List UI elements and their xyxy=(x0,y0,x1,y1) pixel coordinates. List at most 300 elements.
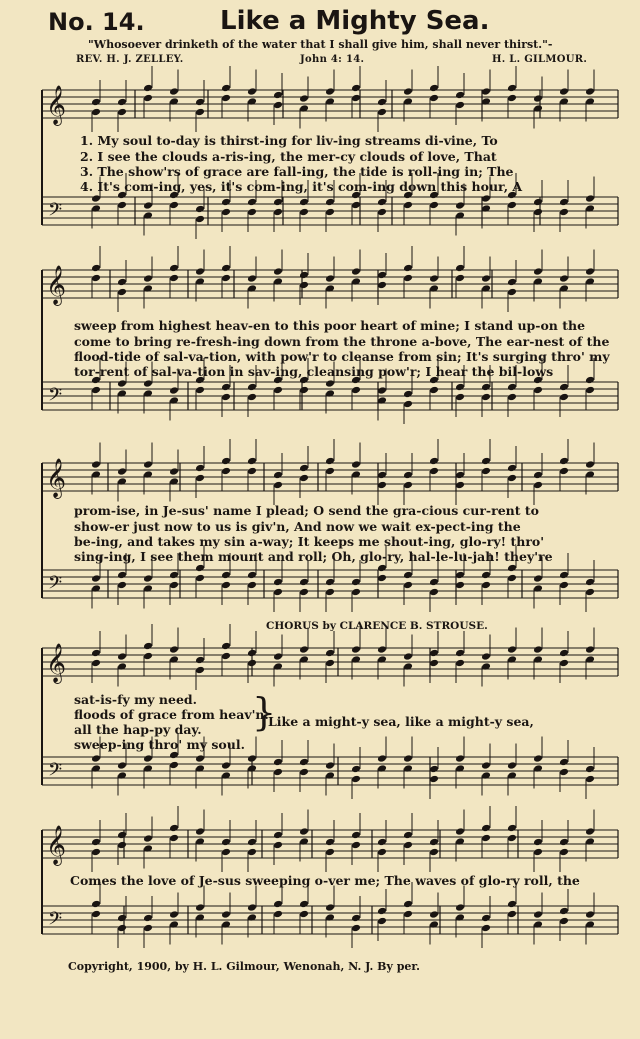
note-head xyxy=(273,758,283,767)
note-head xyxy=(325,274,335,283)
note-head xyxy=(169,571,179,580)
scripture-epigraph: "Whosoever drinketh of the water that I shall give him, shall never thirst."- xyxy=(88,38,553,51)
note-head xyxy=(299,578,309,587)
treble-clef: 𝄞 xyxy=(46,643,67,683)
lyric-line: come to bring re-fresh-ing down from the throne a-bove, The ear-nest of the xyxy=(74,334,610,349)
note-head xyxy=(221,571,231,580)
note-head xyxy=(481,581,491,590)
note-head xyxy=(507,761,517,770)
note-head xyxy=(91,264,101,273)
copyright-notice: Copyright, 1900, by H. L. Gilmour, Wenonah, N. J. By per. xyxy=(68,960,421,973)
note-head xyxy=(299,386,309,395)
note-head xyxy=(559,758,569,767)
note-head xyxy=(299,910,309,919)
lyric-line: sweep from highest heav-en to this poor heart of mine; I stand up-on the xyxy=(74,318,586,333)
note-head xyxy=(169,386,179,395)
note-head xyxy=(247,208,257,217)
note-head xyxy=(117,841,127,850)
note-head xyxy=(221,642,231,651)
note-head xyxy=(455,274,465,283)
note-head xyxy=(247,274,257,283)
note-head xyxy=(377,754,387,763)
note-head xyxy=(559,838,569,847)
note-head xyxy=(91,838,101,847)
note-head xyxy=(169,467,179,476)
note-head xyxy=(481,457,491,466)
note-head xyxy=(559,649,569,658)
note-head xyxy=(143,642,153,651)
note-head xyxy=(455,264,465,273)
note-head xyxy=(481,834,491,843)
chorus-lyric: Like a might-y sea, like a might-y sea, xyxy=(268,714,534,729)
note-head xyxy=(455,393,465,402)
note-head xyxy=(455,903,465,912)
note-head xyxy=(455,659,465,668)
note-head xyxy=(429,457,439,466)
note-head xyxy=(117,652,127,661)
note-head xyxy=(481,914,491,923)
note-head xyxy=(559,208,569,217)
note-head xyxy=(325,649,335,658)
note-head xyxy=(195,474,205,483)
note-head xyxy=(533,471,543,480)
note-head xyxy=(91,649,101,658)
note-head xyxy=(481,652,491,661)
note-head xyxy=(351,645,361,654)
note-head xyxy=(143,94,153,103)
note-head xyxy=(559,393,569,402)
note-head xyxy=(169,581,179,590)
lyricist-credit: REV. H. J. ZELLEY. xyxy=(76,54,184,65)
note-head xyxy=(351,578,361,587)
note-head xyxy=(117,581,127,590)
note-head xyxy=(299,474,309,483)
note-head xyxy=(377,645,387,654)
note-head xyxy=(91,910,101,919)
note-head xyxy=(299,645,309,654)
note-head xyxy=(169,264,179,273)
note-head xyxy=(195,98,205,107)
lyric-line: sat-is-fy my need. xyxy=(74,692,197,707)
bass-clef: 𝄢 xyxy=(48,385,63,410)
note-head xyxy=(221,838,231,847)
note-head xyxy=(117,278,127,287)
note-head xyxy=(221,274,231,283)
note-head xyxy=(507,464,517,473)
note-head xyxy=(481,761,491,770)
note-head xyxy=(117,201,127,210)
note-head xyxy=(247,571,257,580)
note-head xyxy=(247,659,257,668)
note-head xyxy=(273,841,283,850)
note-head xyxy=(143,754,153,763)
note-head xyxy=(559,581,569,590)
note-head xyxy=(429,201,439,210)
note-head xyxy=(169,834,179,843)
note-head xyxy=(117,914,127,923)
note-head xyxy=(507,393,517,402)
note-head xyxy=(481,383,491,392)
note-head xyxy=(91,848,101,857)
note-head xyxy=(403,754,413,763)
note-head xyxy=(143,652,153,661)
lyric-line: 1. My soul to-day is thirst-ing for liv-ing streams di-vine, To xyxy=(80,133,498,148)
note-head xyxy=(91,108,101,117)
scripture-reference: John 4: 14. xyxy=(300,54,365,65)
note-head xyxy=(195,754,205,763)
note-head xyxy=(221,652,231,661)
note-head xyxy=(143,379,153,388)
note-head xyxy=(403,910,413,919)
note-head xyxy=(195,666,205,675)
lyric-line: all the hap-py day. xyxy=(74,722,202,737)
note-head xyxy=(221,94,231,103)
note-head xyxy=(169,274,179,283)
note-head xyxy=(507,288,517,297)
note-head xyxy=(273,578,283,587)
note-head xyxy=(481,393,491,402)
note-head xyxy=(585,775,595,784)
note-head xyxy=(585,87,595,96)
note-head xyxy=(429,274,439,283)
note-head xyxy=(507,474,517,483)
note-head xyxy=(481,924,491,933)
note-head xyxy=(403,274,413,283)
note-head xyxy=(585,588,595,597)
note-head xyxy=(351,588,361,597)
note-head xyxy=(585,460,595,469)
note-head xyxy=(91,274,101,283)
note-head xyxy=(221,84,231,93)
note-head xyxy=(299,588,309,597)
note-head xyxy=(247,457,257,466)
note-head xyxy=(247,393,257,402)
note-head xyxy=(325,198,335,207)
note-head xyxy=(299,827,309,836)
note-head xyxy=(507,278,517,287)
bass-clef: 𝄢 xyxy=(48,573,63,598)
note-head xyxy=(273,101,283,110)
note-head xyxy=(273,267,283,276)
bass-clef: 𝄢 xyxy=(48,909,63,934)
note-head xyxy=(299,208,309,217)
note-head xyxy=(403,841,413,850)
note-head xyxy=(533,208,543,217)
note-head xyxy=(481,824,491,833)
note-head xyxy=(325,467,335,476)
note-head xyxy=(559,848,569,857)
note-head xyxy=(585,376,595,385)
note-head xyxy=(533,574,543,583)
note-head xyxy=(325,903,335,912)
lyric-line: Comes the love of Je-sus sweeping o-ver me; The waves of glo-ry roll, the xyxy=(70,873,580,888)
note-head xyxy=(169,761,179,770)
note-head xyxy=(169,910,179,919)
note-head xyxy=(117,761,127,770)
chorus-credit: CHORUS by CLARENCE B. STROUSE. xyxy=(266,620,488,632)
note-head xyxy=(325,588,335,597)
note-head xyxy=(455,827,465,836)
note-head xyxy=(247,467,257,476)
note-head xyxy=(221,393,231,402)
lyric-line: sweep-ing thro' my soul. xyxy=(74,737,245,752)
note-head xyxy=(507,84,517,93)
note-head xyxy=(299,271,309,280)
note-head xyxy=(273,910,283,919)
note-head xyxy=(533,94,543,103)
note-head xyxy=(117,467,127,476)
note-head xyxy=(273,481,283,490)
note-head xyxy=(195,215,205,224)
note-head xyxy=(403,652,413,661)
note-head xyxy=(533,645,543,654)
note-head xyxy=(507,910,517,919)
note-head xyxy=(221,383,231,392)
treble-clef: 𝄞 xyxy=(46,825,67,865)
note-head xyxy=(325,578,335,587)
note-head xyxy=(377,917,387,926)
note-head xyxy=(273,768,283,777)
lyric-line: be-ing, and takes my sin a-way; It keeps me shout-ing, glo-ry! thro' xyxy=(74,534,545,549)
note-head xyxy=(377,108,387,117)
note-head xyxy=(221,198,231,207)
note-head xyxy=(299,281,309,290)
note-head xyxy=(91,574,101,583)
note-head xyxy=(247,754,257,763)
note-head xyxy=(559,659,569,668)
note-head xyxy=(559,467,569,476)
note-head xyxy=(221,457,231,466)
note-head xyxy=(117,98,127,107)
note-head xyxy=(559,907,569,916)
note-head xyxy=(143,274,153,283)
note-head xyxy=(247,87,257,96)
note-head xyxy=(299,94,309,103)
note-head xyxy=(559,571,569,580)
note-head xyxy=(91,98,101,107)
note-head xyxy=(195,267,205,276)
note-head xyxy=(247,903,257,912)
note-head xyxy=(429,910,439,919)
note-head xyxy=(507,834,517,843)
note-head xyxy=(585,386,595,395)
note-head xyxy=(455,754,465,763)
note-head xyxy=(481,467,491,476)
note-head xyxy=(585,910,595,919)
lyric-line: floods of grace from heav'n. xyxy=(74,707,269,722)
note-head xyxy=(429,467,439,476)
note-head xyxy=(533,838,543,847)
note-head xyxy=(195,205,205,214)
note-head xyxy=(585,827,595,836)
note-head xyxy=(195,903,205,912)
note-head xyxy=(325,848,335,857)
lyric-line: 4. It's com-ing, yes, it's com-ing, it's com-ing down this hour, A xyxy=(80,179,523,194)
hymn-title: Like a Mighty Sea. xyxy=(220,6,490,36)
note-head xyxy=(221,761,231,770)
note-head xyxy=(169,751,179,760)
note-head xyxy=(273,588,283,597)
note-head xyxy=(559,383,569,392)
note-head xyxy=(325,659,335,668)
note-head xyxy=(117,571,127,580)
note-head xyxy=(351,386,361,395)
note-head xyxy=(273,91,283,100)
note-head xyxy=(455,201,465,210)
note-head xyxy=(273,652,283,661)
note-head xyxy=(117,108,127,117)
note-head xyxy=(403,264,413,273)
note-head xyxy=(221,848,231,857)
note-head xyxy=(507,94,517,103)
note-head xyxy=(117,831,127,840)
note-head xyxy=(533,481,543,490)
note-head xyxy=(91,659,101,668)
note-head xyxy=(351,267,361,276)
note-head xyxy=(351,765,361,774)
note-head xyxy=(221,264,231,273)
hymn-number: No. 14. xyxy=(48,8,145,36)
note-head xyxy=(325,379,335,388)
note-head xyxy=(299,758,309,767)
note-head xyxy=(143,460,153,469)
note-head xyxy=(585,645,595,654)
note-head xyxy=(91,194,101,203)
note-head xyxy=(429,386,439,395)
note-head xyxy=(455,383,465,392)
note-head xyxy=(195,464,205,473)
note-head xyxy=(533,848,543,857)
note-head xyxy=(351,460,361,469)
note-head xyxy=(429,578,439,587)
note-head xyxy=(481,274,491,283)
note-head xyxy=(273,900,283,909)
note-head xyxy=(221,581,231,590)
note-head xyxy=(325,838,335,847)
treble-clef: 𝄞 xyxy=(46,85,67,125)
note-head xyxy=(351,924,361,933)
note-head xyxy=(299,198,309,207)
lyric-line: prom-ise, in Je-sus' name I plead; O send the gra-cious cur-rent to xyxy=(74,503,539,518)
lyric-line: flood-tide of sal-va-tion, with pow'r to cleanse from sin; It's surging thro' my xyxy=(74,349,610,364)
note-head xyxy=(221,467,231,476)
note-head xyxy=(507,574,517,583)
note-head xyxy=(403,390,413,399)
composer-credit: H. L. GILMOUR. xyxy=(492,54,588,65)
note-head xyxy=(377,198,387,207)
note-head xyxy=(273,386,283,395)
note-head xyxy=(169,824,179,833)
note-head xyxy=(247,581,257,590)
note-head xyxy=(377,838,387,847)
treble-clef: 𝄞 xyxy=(46,458,67,498)
note-head xyxy=(299,464,309,473)
note-head xyxy=(429,94,439,103)
note-head xyxy=(351,775,361,784)
note-head xyxy=(559,457,569,466)
note-head xyxy=(429,588,439,597)
note-head xyxy=(325,761,335,770)
note-head xyxy=(533,910,543,919)
note-head xyxy=(585,578,595,587)
note-head xyxy=(403,571,413,580)
note-head xyxy=(403,201,413,210)
lyric-line: 3. The show'rs of grace are fall-ing, the tide is roll-ing in; The xyxy=(80,164,514,179)
note-head xyxy=(533,754,543,763)
note-head xyxy=(91,900,101,909)
note-head xyxy=(507,900,517,909)
note-head xyxy=(351,841,361,850)
lyric-line: 2. I see the clouds a-ris-ing, the mer-cy clouds of love, That xyxy=(80,149,497,164)
note-head xyxy=(117,379,127,388)
note-head xyxy=(221,910,231,919)
note-head xyxy=(429,838,439,847)
note-head xyxy=(507,383,517,392)
note-head xyxy=(507,824,517,833)
note-head xyxy=(247,383,257,392)
note-head xyxy=(195,108,205,117)
note-head xyxy=(169,645,179,654)
note-head xyxy=(143,914,153,923)
note-head xyxy=(455,91,465,100)
note-head xyxy=(455,649,465,658)
verse-brace: } xyxy=(252,690,277,734)
note-head xyxy=(247,848,257,857)
note-head xyxy=(325,457,335,466)
note-head xyxy=(559,198,569,207)
note-head xyxy=(273,471,283,480)
note-head xyxy=(351,831,361,840)
note-head xyxy=(143,201,153,210)
note-head xyxy=(91,386,101,395)
note-head xyxy=(351,914,361,923)
note-head xyxy=(403,87,413,96)
lyric-line: show-er just now to us is giv'n, And now we wait ex-pect-ing the xyxy=(74,519,521,534)
note-head xyxy=(507,645,517,654)
note-head xyxy=(273,208,283,217)
note-head xyxy=(377,98,387,107)
note-head xyxy=(559,917,569,926)
note-head xyxy=(195,574,205,583)
note-head xyxy=(377,848,387,857)
note-head xyxy=(91,460,101,469)
note-head xyxy=(117,288,127,297)
note-head xyxy=(481,571,491,580)
note-head xyxy=(403,481,413,490)
note-head xyxy=(195,656,205,665)
note-head xyxy=(585,194,595,203)
note-head xyxy=(299,768,309,777)
note-head xyxy=(117,924,127,933)
note-head xyxy=(585,765,595,774)
lyric-line: tor-rent of sal-va-tion in sav-ing, cleansing pow'r; I hear the bil-lows xyxy=(74,364,554,379)
note-head xyxy=(143,834,153,843)
note-head xyxy=(429,84,439,93)
bass-clef: 𝄢 xyxy=(48,760,63,785)
note-head xyxy=(507,201,517,210)
lyric-line: sing-ing, I see them mount and roll; Oh, glo-ry, hal-le-lu-jah! they're xyxy=(74,549,553,564)
note-head xyxy=(507,564,517,573)
note-head xyxy=(221,208,231,217)
note-head xyxy=(299,900,309,909)
note-head xyxy=(559,768,569,777)
note-head xyxy=(455,101,465,110)
note-head xyxy=(143,924,153,933)
note-head xyxy=(533,198,543,207)
note-head xyxy=(533,267,543,276)
note-head xyxy=(403,900,413,909)
note-head xyxy=(429,848,439,857)
